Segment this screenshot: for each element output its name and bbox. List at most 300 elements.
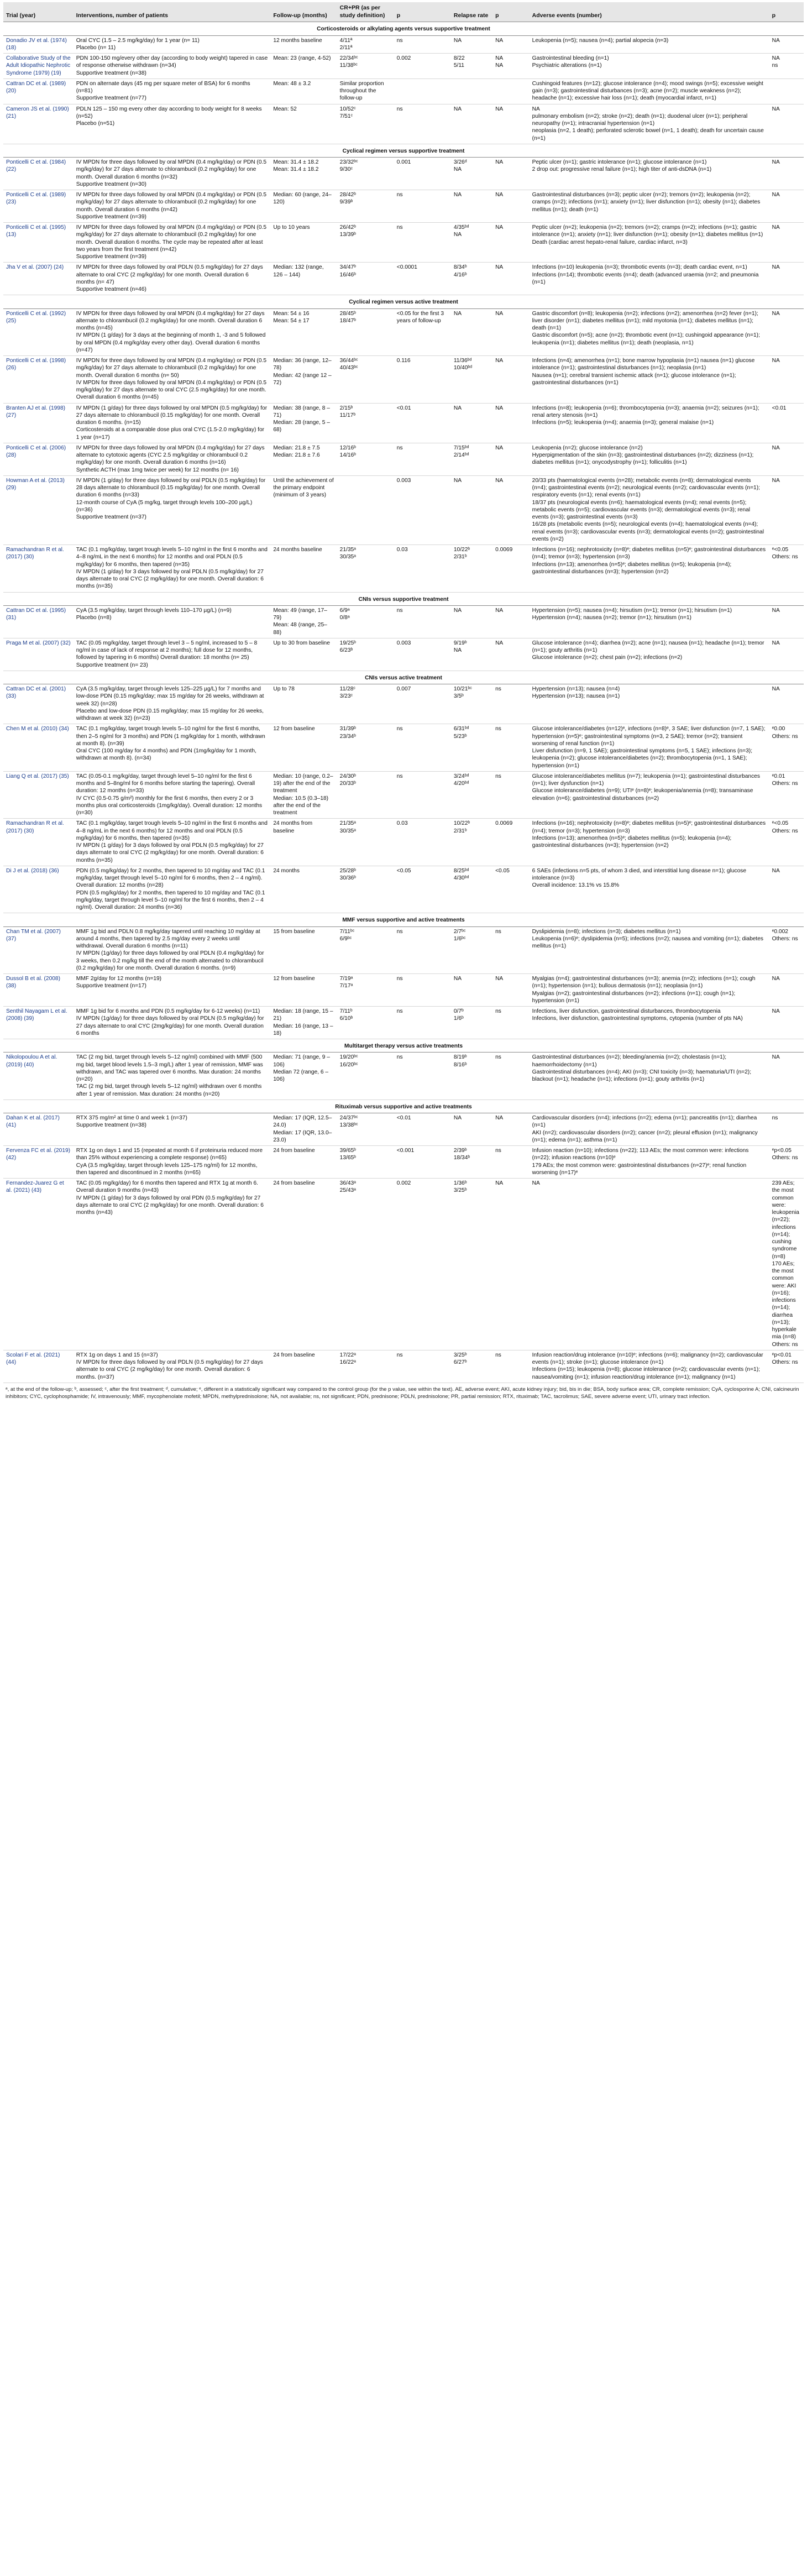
p-relapse-cell: ns <box>492 1350 530 1383</box>
follow-up-cell: Up to 78 <box>270 684 337 724</box>
adverse-events-cell: NA <box>530 1179 769 1350</box>
interventions-cell: IV MPDN for three days followed by oral MPDN (0.4 mg/kg/day) or PDN (0.5 mg/kg/day) for 27 days alternate to chlorambucil (0.2 mg/kg/day) for one month. Overall duration 6 months (n= 50) IV MPDN for three days followed by oral MPDN (0.4 mg/kg/day) or PDN (0.5 mg/kg/day) for 27 days alternate to oral CYC (2.5 mg/kg/day) for one month. Overall duration 6 months (n=45) <box>74 356 271 404</box>
relapse-rate-cell: NA <box>451 190 492 223</box>
trial-cell: Cattran DC et al. (1989) (20) <box>3 78 74 104</box>
relapse-rate-cell: 2/7ᵇᶜ 1/6ᵇᶜ <box>451 926 492 974</box>
follow-up-cell: 24 months from baseline <box>270 819 337 866</box>
relapse-rate-cell: 6/31ᵇᵈ 5/23ᵇ <box>451 724 492 772</box>
trial-cell: Senthil Nayagam L et al. (2008) (39) <box>3 1007 74 1039</box>
relapse-rate-cell: NA <box>451 308 492 356</box>
relapse-rate-cell: 8/22 5/11 <box>451 54 492 79</box>
col-header-interventions: Interventions, number of patients <box>74 2 271 22</box>
table-row <box>3 1007 804 1039</box>
follow-up-cell: Median: 71 (range, 9 – 106) Median 72 (range, 6 – 106) <box>270 1053 337 1100</box>
interventions-cell: TAC (2 mg bid, target through levels 5–12 ng/ml) combined with MMF (500 mg bid, target blood levels 1.5–3 mg/L) after 1 year of remission, MMF was withdrawn, and TAC was tapered over 6 months. Max duration: 24 months (n=20) TAC (2 mg bid, target through levels 5–12 ng/ml) withdrawn over 6 months after 1 year of remission. Max duration: 24 months (n=20) <box>74 1053 271 1100</box>
table-row <box>3 1179 804 1350</box>
p-response-cell: ns <box>394 104 451 144</box>
p-adverse-cell: ᵉp<0.05 Others: ns <box>769 1146 804 1179</box>
interventions-cell: IV MPDN (1 g/day) for three days followed by oral MPDN (0.5 mg/kg/day) for 27 days alternate to chlorambucil (0.15 mg/kg/day) for one month. Overall duration 6 months. (n=15) Corticosteroids at a comparable dose plus oral CYC (1.5-2.0 mg/kg/day) for 1 year (n=17) <box>74 403 271 443</box>
table-row <box>3 819 804 866</box>
p-relapse-cell: <0.05 <box>492 866 530 913</box>
trial-cell: Praga M et al. (2007) (32) <box>3 638 74 671</box>
relapse-rate-cell: 8/25ᵇᵈ 4/30ᵇᵈ <box>451 866 492 913</box>
adverse-events-cell: Infusion reaction/drug intolerance (n=10)ᵉ; infections (n=6); malignancy (n=2); cardiovascular events (n=1); stroke (n=1); glucose intolerance (n=1) Infections (n=15); leukopenia (n=8); glucose intolerance (n=2); cardiovascular events (n=1); nausea/vomiting (n=1); infusion reaction/drug intolerance (n=1); malignancy (n=1) <box>530 1350 769 1383</box>
p-relapse-cell: ns <box>492 684 530 724</box>
p-response-cell: 0.002 <box>394 54 451 79</box>
adverse-events-cell: Peptic ulcer (n=1); gastric intolerance (n=1); glucose intolerance (n=1) 2 drop out: progressive renal failure (n=1); high titer of anti-dsDNA (n=1) <box>530 158 769 190</box>
interventions-cell: MMF 1g bid and PDLN 0.8 mg/kg/day tapered until reaching 10 mg/day at around 4 months, then tapered by 2.5 mg/day every 2 weeks until withdrawal. Overall duration 6 months (n=11) IV MPDN (1g/day) for three days followed by oral PDLN (0.4 mg/kg/day) for 3 weeks, then 0.2 mg/kg till the end of the month alternated to chlorambucil (0.2 mg/kg/day) for one month. Overall duration 6 months. (n=9) <box>74 926 271 974</box>
table-row <box>3 926 804 974</box>
table-row <box>3 35 804 54</box>
trial-cell: Cattran DC et al. (1995) (31) <box>3 605 74 638</box>
relapse-rate-cell: NA <box>451 1113 492 1146</box>
trial-cell: Branten AJ et al. (1998) (27) <box>3 403 74 443</box>
cr-pr-cell: 22/34ᵇᶜ 11/38ᵇᶜ <box>337 54 394 79</box>
p-relapse-cell: ns <box>492 1146 530 1179</box>
follow-up-cell: 24 from baseline <box>270 1350 337 1383</box>
follow-up-cell: 24 months baseline <box>270 545 337 593</box>
col-header-p-adverse: p <box>769 2 804 22</box>
table-row <box>3 263 804 295</box>
cr-pr-cell: 4/11ª 2/11ª <box>337 35 394 54</box>
section-header-row <box>3 295 804 308</box>
p-adverse-cell: ᵉp<0.01 Others: ns <box>769 1350 804 1383</box>
interventions-cell: PDN on alternate days (45 mg per square meter of BSA) for 6 months (n=81) Supportive treatment (n=77) <box>74 78 271 104</box>
p-relapse-cell: ns <box>492 771 530 819</box>
interventions-cell: IV MPDN for three days followed by oral MPDN (0.4 mg/kg/day) or PDN (0.5 mg/kg/day) for 27 days alternate to chlorambucil (0.2 mg/kg/day) for one month. Overall duration 6 months (n=42) Supportive treatment (n=39) <box>74 190 271 223</box>
section-header-row <box>3 592 804 605</box>
relapse-rate-cell: NA <box>451 35 492 54</box>
cr-pr-cell: 7/11ᵇᶜ 6/9ᵇᶜ <box>337 926 394 974</box>
cr-pr-cell: 28/42ᵇ 9/39ᵇ <box>337 190 394 223</box>
adverse-events-cell: Infections (n=16); nephrotoxicity (n=8)ᵉ; diabetes mellitus (n=5)ᵉ; gastrointestinal disturbances (n=4); tremor (n=3); hypertension (n=3) Infections (n=13); amenorrhea (n=5)ᵉ; diabetes mellitus (n=5); leukopenia (n=4); gastrointestinal disturbances (n=3); hypertension (n=2) <box>530 545 769 593</box>
adverse-events-cell: Cushingoid features (n=12); glucose intolerance (n=4); mood swings (n=5); excessive weight gain (n=3); gastrointestinal disturbances (n=3); acne (n=2); muscle weakness (n=2); headache (n=1); excessive hair loss (n=1); death (myocardial infarct, n=1) <box>530 78 769 104</box>
table-row <box>3 78 804 104</box>
p-response-cell: ns <box>394 1053 451 1100</box>
follow-up-cell: Median: 36 (range, 12–78) Median: 42 (range 12 – 72) <box>270 356 337 404</box>
adverse-events-cell: Hypertension (n=13); nausea (n=4) Hypertension (n=13); nausea (n=1) <box>530 684 769 724</box>
section-title: Cyclical regimen versus active treatment <box>3 295 804 308</box>
p-adverse-cell: NA <box>769 443 804 475</box>
adverse-events-cell: Myalgias (n=4); gastrointestinal disturbances (n=3); anemia (n=2); infections (n=1); cough (n=1); hypertension (n=1); bullous dermatosis (n=1); neoplasia (n=1) Myalgias (n=2); gastrointestinal disturbances (n=2); infections (n=1); cough (n=1); hypertension (n=1) <box>530 974 769 1007</box>
cr-pr-cell: 7/11ᵇ 6/10ᵇ <box>337 1007 394 1039</box>
adverse-events-cell: 20/33 pts (haematological events (n=28); metabolic events (n=8); dermatological events (n=4); gastrointestinal events (n=2); neurological events (n=2); cardiovascular events (n=1); respiratory events (n=1); renal events (n=1) 18/37 pts (neurological events (n=6); haematological events (n=4); renal events (n=5); metabolic events (n=5); cardiovascular events (n=3); dermatological events (n=3); renal events (n=3); gastrointestinal events (n=3) 16/28 pts (metabolic events (n=5); neurological events (n=4); haematological events (n=4); renal events (n=3); cardiovascular events (n=3); dermatological events (n=2); gastrointestinal events (n=2) <box>530 475 769 544</box>
relapse-rate-cell: 11/36ᵇᵈ 10/40ᵇᵈ <box>451 356 492 404</box>
interventions-cell: TAC (0.05 mg/kg/day, target through level 3 – 5 ng/ml, increased to 5 – 8 ng/ml in case of lack of response at 2 months); full dose for 12 months, followed by tapering in 6 months) Overall duration: 18 months (n= 25) Supportive treatment (n= 23) <box>74 638 271 671</box>
table-row <box>3 724 804 772</box>
p-relapse-cell: NA <box>492 223 530 263</box>
interventions-cell: TAC (0.1 mg/kg/day, target trough levels 5–10 ng/ml in the first 6 months and 4–8 ng/mL in the next 6 months) for 12 months and oral PDLN (0.5 mg/kg/day) for 6 months, then tapered (n=35) IV MPDN (1 g/day) for 3 days followed by oral PDLN (0.5 mg/kg/day) for 27 days alternate to oral CYC (2 mg/kg/day) for one month. Overall duration: 6 months (n=35) <box>74 545 271 593</box>
table-row <box>3 1146 804 1179</box>
table-row <box>3 443 804 475</box>
interventions-cell: IV MPDN (1 g/day) for three days followed by oral PDLN (0.5 mg/kg/day) for 28 days alternate to chlorambucil (0.15 mg/kg/day) for one month. Overall duration 6 months (n=33) 12-month course of CyA (5 mg/kg, target through levels 100–200 µg/L) (n=36) Supportive treatment (n=37) <box>74 475 271 544</box>
table-row <box>3 158 804 190</box>
interventions-cell: MMF 1g bid for 6 months and PDN (0.5 mg/kg/day for 6-12 weeks) (n=11) IV MPDN (1g/day) for three days followed by oral PDLN (0.5 mg/kg/day) for 27 days alternate to oral CYC (2mg/kg/day) for one month. Overall duration 6 months <box>74 1007 271 1039</box>
adverse-events-cell: Infections (n=4); amenorrhea (n=1); bone marrow hypoplasia (n=1) nausea (n=1) glucose intolerance (n=1); gastrointestinal disturbances (n=1); neoplasia (n=1) Nausea (n=1); cerebral transient ischemic attack (n=1); glucose intolerance (n=1); gastrointestinal disturbances (n=1) <box>530 356 769 404</box>
interventions-cell: MMF 2g/day for 12 months (n=19) Supportive treatment (n=17) <box>74 974 271 1007</box>
p-adverse-cell: ᵉ0.01 Others: ns <box>769 771 804 819</box>
trial-cell: Ponticelli C et al. (1989) (23) <box>3 190 74 223</box>
p-relapse-cell: ns <box>492 1053 530 1100</box>
interventions-cell: IV MPDN for three days followed by oral MPDN (0.4 mg/kg/day) for 27 days alternate to chlorambucil (0.2 mg/kg/day) for one month. Overall duration 6 months (n=45) IV MPDN (1 g/day) for 3 days at the beginning of month 1, -3 and 5 followed by oral MPDN (0.4 mg/kg/day every other day). Overall duration 6 months (n=47) <box>74 308 271 356</box>
trial-cell: Ponticelli C et al. (1995) (13) <box>3 223 74 263</box>
p-response-cell: 0.001 <box>394 158 451 190</box>
p-relapse-cell: NA <box>492 443 530 475</box>
cr-pr-cell: 28/45ᵇ 18/47ᵇ <box>337 308 394 356</box>
adverse-events-cell: Infections (n=8); leukopenia (n=6); thrombocytopenia (n=3); anaemia (n=2); seizures (n=1); renal artery stenosis (n=1) Infections (n=5); leukopenia (n=4); anaemia (n=3); general malaise (n=1) <box>530 403 769 443</box>
col-header-p-response: p <box>394 2 451 22</box>
adverse-events-cell: 6 SAEs (infections n=5 pts, of whom 3 died, and interstitial lung disease n=1); glucose intolerance (n=3) Overall incidence: 13.1% vs 15.8% <box>530 866 769 913</box>
p-adverse-cell: <0.01 <box>769 403 804 443</box>
table-row <box>3 684 804 724</box>
cr-pr-cell: Similar proportion throughout the follow-up <box>337 78 394 104</box>
section-title: Multitarget therapy versus active treatments <box>3 1039 804 1053</box>
trial-cell: Di J et al. (2018) (36) <box>3 866 74 913</box>
relapse-rate-cell: 0/7ᵇ 1/6ᵇ <box>451 1007 492 1039</box>
p-relapse-cell: NA NA <box>492 54 530 79</box>
follow-up-cell: Mean: 49 (range, 17–79) Mean: 48 (range, 25–88) <box>270 605 337 638</box>
p-response-cell: ns <box>394 35 451 54</box>
interventions-cell: RTX 1g on days 1 and 15 (n=37) IV MPDN for three days followed by oral PDLN (0.5 mg/kg/day) for 27 days alternate to oral CYC (2 mg/kg/day) for one month. Overall duration: 6 months. (n=37) <box>74 1350 271 1383</box>
section-title: Corticosteroids or alkylating agents versus supportive treatment <box>3 22 804 35</box>
p-adverse-cell: NA ns <box>769 54 804 79</box>
follow-up-cell: Mean: 31.4 ± 18.2 Mean: 31.4 ± 18.2 <box>270 158 337 190</box>
interventions-cell: TAC (0.05-0.1 mg/kg/day, target through level 5–10 ng/ml for the first 6 months and 5–8ng/ml for 6 months before starting the tapering). Overall duration: 12 months (n=33) IV CYC (0.5-0.75 g/m²) monthly for the first 6 months, then every 2 or 3 months plus oral corticosteroids (1mg/kg/day). Overall duration: 12 months (n=30) <box>74 771 271 819</box>
cr-pr-cell: 7/19ᵃ 7/17ᵃ <box>337 974 394 1007</box>
p-adverse-cell: NA <box>769 974 804 1007</box>
table-row <box>3 403 804 443</box>
table-body <box>3 22 804 1383</box>
follow-up-cell: Mean: 23 (range, 4-52) <box>270 54 337 79</box>
relapse-rate-cell: NA <box>451 475 492 544</box>
cr-pr-cell: 12/16ᵇ 14/16ᵇ <box>337 443 394 475</box>
follow-up-cell: Until the achievement of the primary endpoint (minimum of 3 years) <box>270 475 337 544</box>
adverse-events-cell: Glucose intolerance/diabetes (n=12)ᵉ, infections (n=8)ᵉ, 3 SAE; liver disfunction (n=7, 1 SAE); hypertension (n=5)ᵉ; gastrointestinal symptoms (n=3, 2 SAE); tremor (n=2); transient worsening of renal function (n=1) Liver disfunction (n=9, 1 SAE); gastrointestinal symptoms (n=5, 1 SAE); infections (n=3); leukopenia (n=2); glucose intolerance/diabetes (n=2); thrombocytopenia (n=1, 1 SAE); hypertension (n=1) <box>530 724 769 772</box>
p-adverse-cell: NA <box>769 263 804 295</box>
cr-pr-cell: 39/65ᵇ 13/65ᵇ <box>337 1146 394 1179</box>
table-footnotes: ᵃ, at the end of the follow-up; ᵇ, assessed; ᶜ, after the first treatment; ᵈ, cumulative; ᵉ, different in a statistically significant way compared to the control group (for the p value, see within the text). AE, adverse event; AKI, acute kidney injury; bid, bis in die; BSA, body surface area; CR, complete remission; CyA, cyclosporine A; CNI, calcineurin inhibitors; CYC, cyclophosphamide; IV, intravenously; MMF, mycophenolate mofetil; MPDN, methylprednisolone; NA, not available; ns, not significant; PDN, prednisone; PDLN, prednisolone; PR, partial remission; RTX, rituximab; TAC, tacrolimus; SAE, severe adverse event; UTI, urinary tract infection. <box>6 1386 799 1400</box>
table-row <box>3 605 804 638</box>
trial-cell: Chen M et al. (2010) (34) <box>3 724 74 772</box>
table-header-row <box>3 2 804 22</box>
relapse-rate-cell: 10/21ᵇᶜ 3/5ᵇ <box>451 684 492 724</box>
relapse-rate-cell: 3/24ᵇᵈ 4/20ᵇᵈ <box>451 771 492 819</box>
follow-up-cell: 24 months <box>270 866 337 913</box>
p-adverse-cell: NA <box>769 866 804 913</box>
cr-pr-cell: 36/44ᵇᶜ 40/43ᵇᶜ <box>337 356 394 404</box>
interventions-cell: IV MPDN for three days followed by oral MPDN (0.4 mg/kg/day) or PDN (0.5 mg/kg/day) for 27 days alternate to chlorambucil (0.2 mg/kg/day) for one month. Overall duration 6 months (n=32) Supportive treatment (n=30) <box>74 158 271 190</box>
relapse-rate-cell: 10/22ᵇ 2/31ᵇ <box>451 819 492 866</box>
trial-cell: Ponticelli C et al. (1998) (26) <box>3 356 74 404</box>
adverse-events-cell: Hypertension (n=5); nausea (n=4); hirsutism (n=1); tremor (n=1); hirsutism (n=1) Hypertension (n=4); nausea (n=2); tremor (n=1); hirsutism (n=1) <box>530 605 769 638</box>
p-adverse-cell: ᵉ0.00 Others: ns <box>769 724 804 772</box>
col-header-relapse-rate: Relapse rate <box>451 2 492 22</box>
adverse-events-cell: Glucose intolerance (n=4); diarrhea (n=2); acne (n=1); nausea (n=1); headache (n=1); tremor (n=1); gouty arthritis (n=1) Glucose intolerance (n=2); chest pain (n=2); infections (n=2) <box>530 638 769 671</box>
p-adverse-cell: NA <box>769 684 804 724</box>
follow-up-cell: Median: 10 (range, 0.2–19) after the end of the treatment Median: 10.5 (0.3–18) after the end of the treatment <box>270 771 337 819</box>
cr-pr-cell: 10/52ᶜ 7/51ᶜ <box>337 104 394 144</box>
section-title: CNIs versus supportive treatment <box>3 592 804 605</box>
p-adverse-cell: NA <box>769 223 804 263</box>
table-row <box>3 545 804 593</box>
follow-up-cell: Median: 60 (range, 24–120) <box>270 190 337 223</box>
p-relapse-cell: NA <box>492 475 530 544</box>
p-response-cell: <0.01 <box>394 1113 451 1146</box>
table-row <box>3 638 804 671</box>
section-title: Cyclical regimen versus supportive treatment <box>3 144 804 157</box>
p-relapse-cell: NA <box>492 1113 530 1146</box>
p-response-cell: 0.003 <box>394 475 451 544</box>
cr-pr-cell: 26/42ᵇ 13/39ᵇ <box>337 223 394 263</box>
table-row <box>3 974 804 1007</box>
cr-pr-cell <box>337 475 394 544</box>
p-relapse-cell: NA <box>492 638 530 671</box>
adverse-events-cell: Infections, liver disfunction, gastrointestinal disturbances, thrombocytopenia Infections, liver disfunction, gastrointestinal symptoms, cytopenia (number of pts NA) <box>530 1007 769 1039</box>
cr-pr-cell: 21/35ᵃ 30/35ᵃ <box>337 819 394 866</box>
section-header-row <box>3 1099 804 1113</box>
p-response-cell: <0.001 <box>394 1146 451 1179</box>
follow-up-cell: 24 from baseline <box>270 1146 337 1179</box>
cr-pr-cell: 17/22ᵃ 16/22ᵃ <box>337 1350 394 1383</box>
table-row <box>3 1113 804 1146</box>
follow-up-cell: Median: 132 (range, 126 – 144) <box>270 263 337 295</box>
trial-cell: Howman A et al. (2013) (29) <box>3 475 74 544</box>
interventions-cell: TAC (0.05 mg/kg/day) for 6 months then tapered and RTX 1g at month 6. Overall duration 9 months (n=43) IV MPDN (1 g/day) for 3 days followed by oral PDN (0.5 mg/kg/day) for 27 days alternate to oral CYC (2 mg/kg/day) for one month. Overall duration: 6 months (n=43) <box>74 1179 271 1350</box>
p-response-cell: 0.002 <box>394 1179 451 1350</box>
cr-pr-cell: 34/47ᵇ 16/46ᵇ <box>337 263 394 295</box>
adverse-events-cell: Leukopenia (n=2); glucose intolerance (n=2) Hyperpigmentation of the skin (n=3); gastrointestinal disturbances (n=2); dizziness (n=1); diabetes mellitus (n=1); onycodystrophy (n=1); folliculitis (n=1) <box>530 443 769 475</box>
p-relapse-cell: NA <box>492 263 530 295</box>
p-relapse-cell: ns <box>492 1007 530 1039</box>
p-adverse-cell: 239 AEs; the most common were: leukopenia (n=22); infections (n=14); cushing syndrome (n=8) 170 AEs; the most common were: AKI (n=16); infections (n=14); diarrhea (n=13); hyperkalemia (n=8) Others: ns <box>769 1179 804 1350</box>
p-relapse-cell: NA <box>492 35 530 54</box>
interventions-cell: TAC (0.1 mg/kg/day, target trough levels 5–10 ng/ml for the first 6 months, then 2–5 ng/ml for 3 months) and PDN (1 mg/kg/day for 1 month, withdrawn at month 8). (n=39) Oral CYC (100 mg/day for 4 months) and PDN (1mg/kg/day for 1 month, withdrawn at month 8). (n=34) <box>74 724 271 772</box>
follow-up-cell: 15 from baseline <box>270 926 337 974</box>
adverse-events-cell: Dyslipidemia (n=8); infections (n=3); diabetes mellitus (n=1) Leukopenia (n=6)ᵉ; dyslipidemia (n=5); infections (n=2); nausea and vomiting (n=1); diabetes mellitus (n=1) <box>530 926 769 974</box>
adverse-events-cell: Cardiovascular disorders (n=4); infections (n=2); edema (n=1); pancreatitis (n=1); diarrhea (n=1) AKI (n=2); cardiovascular disorders (n=2); cancer (n=2); pleural effusion (n=1); malignancy (n=1); edema (n=1); asthma (n=1) <box>530 1113 769 1146</box>
p-response-cell: <0.0001 <box>394 263 451 295</box>
p-adverse-cell: NA <box>769 308 804 356</box>
p-adverse-cell: NA <box>769 475 804 544</box>
table-row <box>3 1350 804 1383</box>
p-adverse-cell: NA <box>769 158 804 190</box>
col-header-trial: Trial (year) <box>3 2 74 22</box>
p-adverse-cell: NA <box>769 1053 804 1100</box>
follow-up-cell: Mean: 52 <box>270 104 337 144</box>
cr-pr-cell: 25/28ᵇ 30/36ᵇ <box>337 866 394 913</box>
p-relapse-cell: 0.0069 <box>492 819 530 866</box>
section-header-row <box>3 1039 804 1053</box>
relapse-rate-cell: 3/25ᵇ 6/27ᵇ <box>451 1350 492 1383</box>
cr-pr-cell: 11/28ᶜ 3/23ᶜ <box>337 684 394 724</box>
relapse-rate-cell: NA <box>451 403 492 443</box>
interventions-cell: PDLN 125 – 150 mg every other day according to body weight for 8 weeks (n=52) Placebo (n=51) <box>74 104 271 144</box>
relapse-rate-cell: NA <box>451 104 492 144</box>
p-adverse-cell: ns <box>769 1113 804 1146</box>
p-response-cell: ns <box>394 1007 451 1039</box>
p-relapse-cell: NA <box>492 1179 530 1350</box>
p-response-cell: ns <box>394 724 451 772</box>
trial-cell: Cattran DC et al. (2001) (33) <box>3 684 74 724</box>
table-row <box>3 475 804 544</box>
cr-pr-cell: 6/9ᵃ 0/8ᵃ <box>337 605 394 638</box>
p-response-cell <box>394 78 451 104</box>
col-header-follow-up: Follow-up (months) <box>270 2 337 22</box>
trial-cell: Dahan K et al. (2017) (41) <box>3 1113 74 1146</box>
adverse-events-cell: Glucose intolerance/diabetes mellitus (n=7); leukopenia (n=1); gastrointestinal disturbances (n=1); liver dysfunction (n=1) Glucose intolerance/diabetes (n=9); UTIᵉ (n=8)ᵉ; leukopenia/anemia (n=8); transaminase elevation (n=6); gastrointestinal disturbances (n=2) <box>530 771 769 819</box>
interventions-cell: IV MPDN for three days followed by oral MPDN (0.4 mg/kg/day) or PDN (0.5 mg/kg/day) for 27 days alternate to chlorambucil (0.2 mg/kg/day) for one month. Overall duration 6 months. The cycle may be repeated after at least two years from the first treatment (n=42) Supportive treatment (n=39) <box>74 223 271 263</box>
adverse-events-cell: Gastrointestinal disturbances (n=3); peptic ulcer (n=2); tremors (n=2); leukopenia (n=2); cramps (n=2); infections (n=1); anxiety (n=1); liver disfunction (n=1); obesity (n=1); diabetes mellitus (n=1); death (n=1) <box>530 190 769 223</box>
table-row <box>3 223 804 263</box>
trial-cell: Collaborative Study of the Adult Idiopathic Nephrotic Syndrome (1979) (19) <box>3 54 74 79</box>
p-relapse-cell: NA <box>492 605 530 638</box>
relapse-rate-cell: 8/34ᵇ 4/16ᵇ <box>451 263 492 295</box>
p-relapse-cell: 0.0069 <box>492 545 530 593</box>
table-row <box>3 356 804 404</box>
p-response-cell: <0.01 <box>394 403 451 443</box>
p-response-cell: 0.03 <box>394 819 451 866</box>
trial-cell: Nikolopoulou A et al. (2019) (40) <box>3 1053 74 1100</box>
p-relapse-cell: NA <box>492 190 530 223</box>
table-row <box>3 866 804 913</box>
section-header-row <box>3 144 804 157</box>
interventions-cell: PDN 100-150 mg/every other day (according to body weight) tapered in case of response otherwise withdrawn (n=34) Supportive treatment (n=38) <box>74 54 271 79</box>
p-adverse-cell: NA <box>769 1007 804 1039</box>
p-response-cell: ns <box>394 605 451 638</box>
interventions-cell: CyA (3.5 mg/kg/day, target through levels 110–170 µg/L) (n=9) Placebo (n=8) <box>74 605 271 638</box>
relapse-rate-cell: 3/26ᵈ NA <box>451 158 492 190</box>
col-header-cr-pr: CR+PR (as per study definition) <box>337 2 394 22</box>
follow-up-cell: Up to 10 years <box>270 223 337 263</box>
cr-pr-cell: 19/20ᵇᶜ 16/20ᵇᶜ <box>337 1053 394 1100</box>
trial-cell: Scolari F et al. (2021) (44) <box>3 1350 74 1383</box>
trial-cell: Donadio JV et al. (1974) (18) <box>3 35 74 54</box>
p-adverse-cell: ᵉ<0.05 Others: ns <box>769 819 804 866</box>
p-response-cell: 0.003 <box>394 638 451 671</box>
trial-cell: Cameron JS et al. (1990) (21) <box>3 104 74 144</box>
cr-pr-cell: 2/15ᵇ 11/17ᵇ <box>337 403 394 443</box>
table-row <box>3 308 804 356</box>
adverse-events-cell: Infections (n=10) leukopenia (n=3); thrombotic events (n=3); death cardiac event, n=1) Infections (n=14); thrombotic events (n=4); death (advanced uraemia (n=2; and pneumonia (n=1) <box>530 263 769 295</box>
relapse-rate-cell: 1/36ᵇ 3/25ᵇ <box>451 1179 492 1350</box>
trial-cell: Ramachandran R et al. (2017) (30) <box>3 545 74 593</box>
interventions-cell: CyA (3.5 mg/kg/day, target through levels 125–225 µg/L) for 7 months and low-dose PDN (0.15 mg/kg/day; max 15 mg/day for 26 weeks, withdrawn at week 32) (n=28) Placebo and low-dose PDN (0.15 mg/kg/day; max 15 mg/day for 26 weeks, withdrawn at week 32) (n=23) <box>74 684 271 724</box>
p-response-cell: 0.007 <box>394 684 451 724</box>
trial-cell: Fervenza FC et al. (2019) (42) <box>3 1146 74 1179</box>
p-response-cell: ns <box>394 974 451 1007</box>
col-header-p-relapse: p <box>492 2 530 22</box>
p-adverse-cell: NA <box>769 35 804 54</box>
p-relapse-cell: ns <box>492 926 530 974</box>
section-header-row <box>3 22 804 35</box>
p-adverse-cell <box>769 78 804 104</box>
interventions-cell: Oral CYC (1.5 – 2.5 mg/kg/day) for 1 year (n= 11) Placebo (n= 11) <box>74 35 271 54</box>
adverse-events-cell: Leukopenia (n=5); nausea (n=4); partial alopecia (n=3) <box>530 35 769 54</box>
interventions-cell: IV MPDN for three days followed by oral MPDN (0.4 mg/kg/day) for 27 days alternate to cytotoxic agents (CYC 2.5 mg/kg/day or chlorambucil 0.2 mg/kg/day) for one month. Overall duration 6 months (n=16) Synthetic ACTH (max 1mg twice per week) for 12 months (n= 16) <box>74 443 271 475</box>
trial-cell: Ponticelli C et al. (2006) (28) <box>3 443 74 475</box>
p-adverse-cell: NA <box>769 190 804 223</box>
follow-up-cell: Median: 17 (IQR, 12.5–24.0) Median: 17 (IQR, 13.0–23.0) <box>270 1113 337 1146</box>
section-title: Rituximab versus supportive and active treatments <box>3 1099 804 1113</box>
follow-up-cell: 24 from baseline <box>270 1179 337 1350</box>
interventions-cell: TAC (0.1 mg/kg/day, target trough levels 5–10 ng/ml in the first 6 months and 4–8 ng/mL in the next 6 months) for 12 months and oral PDLN (0.5 mg/kg/day) for 6 months, then tapered (n=35) IV MPDN (1 g/day) for 3 days followed by oral PDLN (0.5 mg/kg/day) for 27 days alternate to oral CYC (2 mg/kg/day) for one month. Overall duration: 6 months (n=35) <box>74 819 271 866</box>
p-response-cell: ns <box>394 771 451 819</box>
follow-up-cell: Mean: 48 ± 3.2 <box>270 78 337 104</box>
cr-pr-cell: 24/30ᵇ 20/33ᵇ <box>337 771 394 819</box>
follow-up-cell: 12 from baseline <box>270 724 337 772</box>
adverse-events-cell: NA pulmonary embolism (n=2); stroke (n=2); death (n=1); duodenal ulcer (n=1); peripheral neuropathy (n=1); intracranial hypertension (n=1) neoplasia (n=2, 1 death); perforated sclerotic bowel (n=1, 1 death); death for uncertain cause (n=1) <box>530 104 769 144</box>
col-header-adverse-events: Adverse events (number) <box>530 2 769 22</box>
trial-cell: Dussol B et al. (2008) (38) <box>3 974 74 1007</box>
follow-up-cell: Median: 18 (range, 15 – 21) Median: 16 (range, 13 – 18) <box>270 1007 337 1039</box>
section-title: CNIs versus active treatment <box>3 671 804 684</box>
p-relapse-cell: NA <box>492 403 530 443</box>
interventions-cell: RTX 375 mg/m² at time 0 and week 1 (n=37) Supportive treatment (n=38) <box>74 1113 271 1146</box>
p-relapse-cell: NA <box>492 104 530 144</box>
adverse-events-cell: Gastrointestinal bleeding (n=1) Psychiatric alterations (n=1) <box>530 54 769 79</box>
p-relapse-cell: NA <box>492 356 530 404</box>
trial-cell: Chan TM et al. (2007) (37) <box>3 926 74 974</box>
trial-cell: Fernandez-Juarez G et al. (2021) (43) <box>3 1179 74 1350</box>
p-adverse-cell: ᵉ<0.05 Others: ns <box>769 545 804 593</box>
trial-cell: Jha V et al. (2007) (24) <box>3 263 74 295</box>
p-response-cell: <0.05 for the first 3 years of follow-up <box>394 308 451 356</box>
interventions-cell: RTX 1g on days 1 and 15 (repeated at month 6 if proteinuria reduced more than 25% without experiencing a complete response) (n=65) CyA (3.5 mg/kg/day, target through levels 125–175 ng/ml) for 12 months, then tapered and discontinued in 2 months (n=65) <box>74 1146 271 1179</box>
follow-up-cell: 12 months baseline <box>270 35 337 54</box>
relapse-rate-cell: NA <box>451 974 492 1007</box>
p-response-cell: ns <box>394 443 451 475</box>
p-response-cell: 0.03 <box>394 545 451 593</box>
relapse-rate-cell: 4/35ᵇᵈ NA <box>451 223 492 263</box>
table-row <box>3 104 804 144</box>
p-adverse-cell: NA <box>769 605 804 638</box>
relapse-rate-cell <box>451 78 492 104</box>
trial-cell: Ponticelli C et al. (1984) (22) <box>3 158 74 190</box>
section-title: MMF versus supportive and active treatments <box>3 913 804 926</box>
p-adverse-cell: NA <box>769 356 804 404</box>
interventions-cell: IV MPDN for three days followed by oral PDLN (0.5 mg/kg/day) for 27 days alternate to oral CYC (2 mg/kg/day) for one month. Overall duration 6 months (n= 47) Supportive treatment (n=46) <box>74 263 271 295</box>
p-response-cell: 0.116 <box>394 356 451 404</box>
trial-cell: Liang Q et al. (2017) (35) <box>3 771 74 819</box>
relapse-rate-cell: 7/15ᵇᵈ 2/14ᵇᵈ <box>451 443 492 475</box>
p-response-cell: <0.05 <box>394 866 451 913</box>
follow-up-cell: Median: 38 (range, 8 – 71) Median: 28 (range, 5 – 68) <box>270 403 337 443</box>
relapse-rate-cell: 9/19ᵇ NA <box>451 638 492 671</box>
table-row <box>3 190 804 223</box>
p-adverse-cell: NA <box>769 638 804 671</box>
adverse-events-cell: Gastric discomfort (n=8); leukopenia (n=2); infections (n=2); amenorrhea (n=2) fever (n=1); liver disorder (n=1); diabetes mellitus (n=1); mild myotonia (n=1); diabetes mellitus (n=1); death (n=1) Gastric discomfort (n=5); acne (n=2); thrombotic event (n=1); cushingoid appearance (n=1); leukopenia (n=1); diabetes mellitus (n=1); death (neoplasia, n=1) <box>530 308 769 356</box>
cr-pr-cell: 19/25ᵇ 6/23ᵇ <box>337 638 394 671</box>
p-relapse-cell <box>492 78 530 104</box>
interventions-cell: PDN (0.5 mg/kg/day) for 2 months, then tapered to 10 mg/day and TAC (0.1 mg/kg/day, target through level 5–10 ng/ml for 6 months, then 2 – 4 ng/ml). Overall duration: 12 months (n=28) PDN (0.5 mg/kg/day) for 2 months, then tapered to 10 mg/day and TAC (0.1 mg/kg/day, target through level 5–10 ng/ml for the first 6 months, then 2 – 4 ng/ml). Overall duration: 24 months (n=36) <box>74 866 271 913</box>
cr-pr-cell: 36/43ᵃ 25/43ᵃ <box>337 1179 394 1350</box>
p-relapse-cell: NA <box>492 308 530 356</box>
p-response-cell: ns <box>394 190 451 223</box>
cr-pr-cell: 24/37ᵇᶜ 13/38ᵇᶜ <box>337 1113 394 1146</box>
follow-up-cell: 12 from baseline <box>270 974 337 1007</box>
p-relapse-cell: ns <box>492 724 530 772</box>
relapse-rate-cell: 2/39ᵇ 18/34ᵇ <box>451 1146 492 1179</box>
relapse-rate-cell: NA <box>451 605 492 638</box>
relapse-rate-cell: 8/19ᵇ 8/16ᵇ <box>451 1053 492 1100</box>
table-row <box>3 771 804 819</box>
follow-up-cell: Mean: 54 ± 16 Mean: 54 ± 17 <box>270 308 337 356</box>
adverse-events-cell: Infusion reaction (n=10); infections (n=22); 113 AEs; the most common were: infections (n=22); infusion reactions (n=10)ᵉ 179 AEs; the most common were: gastrointestinal disturbances (n=27)ᵉ; renal function worsening (n=17)ᵉ <box>530 1146 769 1179</box>
table-row <box>3 1053 804 1100</box>
p-relapse-cell: NA <box>492 158 530 190</box>
trial-cell: Ramachandran R et al. (2017) (30) <box>3 819 74 866</box>
follow-up-cell: Up to 30 from baseline <box>270 638 337 671</box>
